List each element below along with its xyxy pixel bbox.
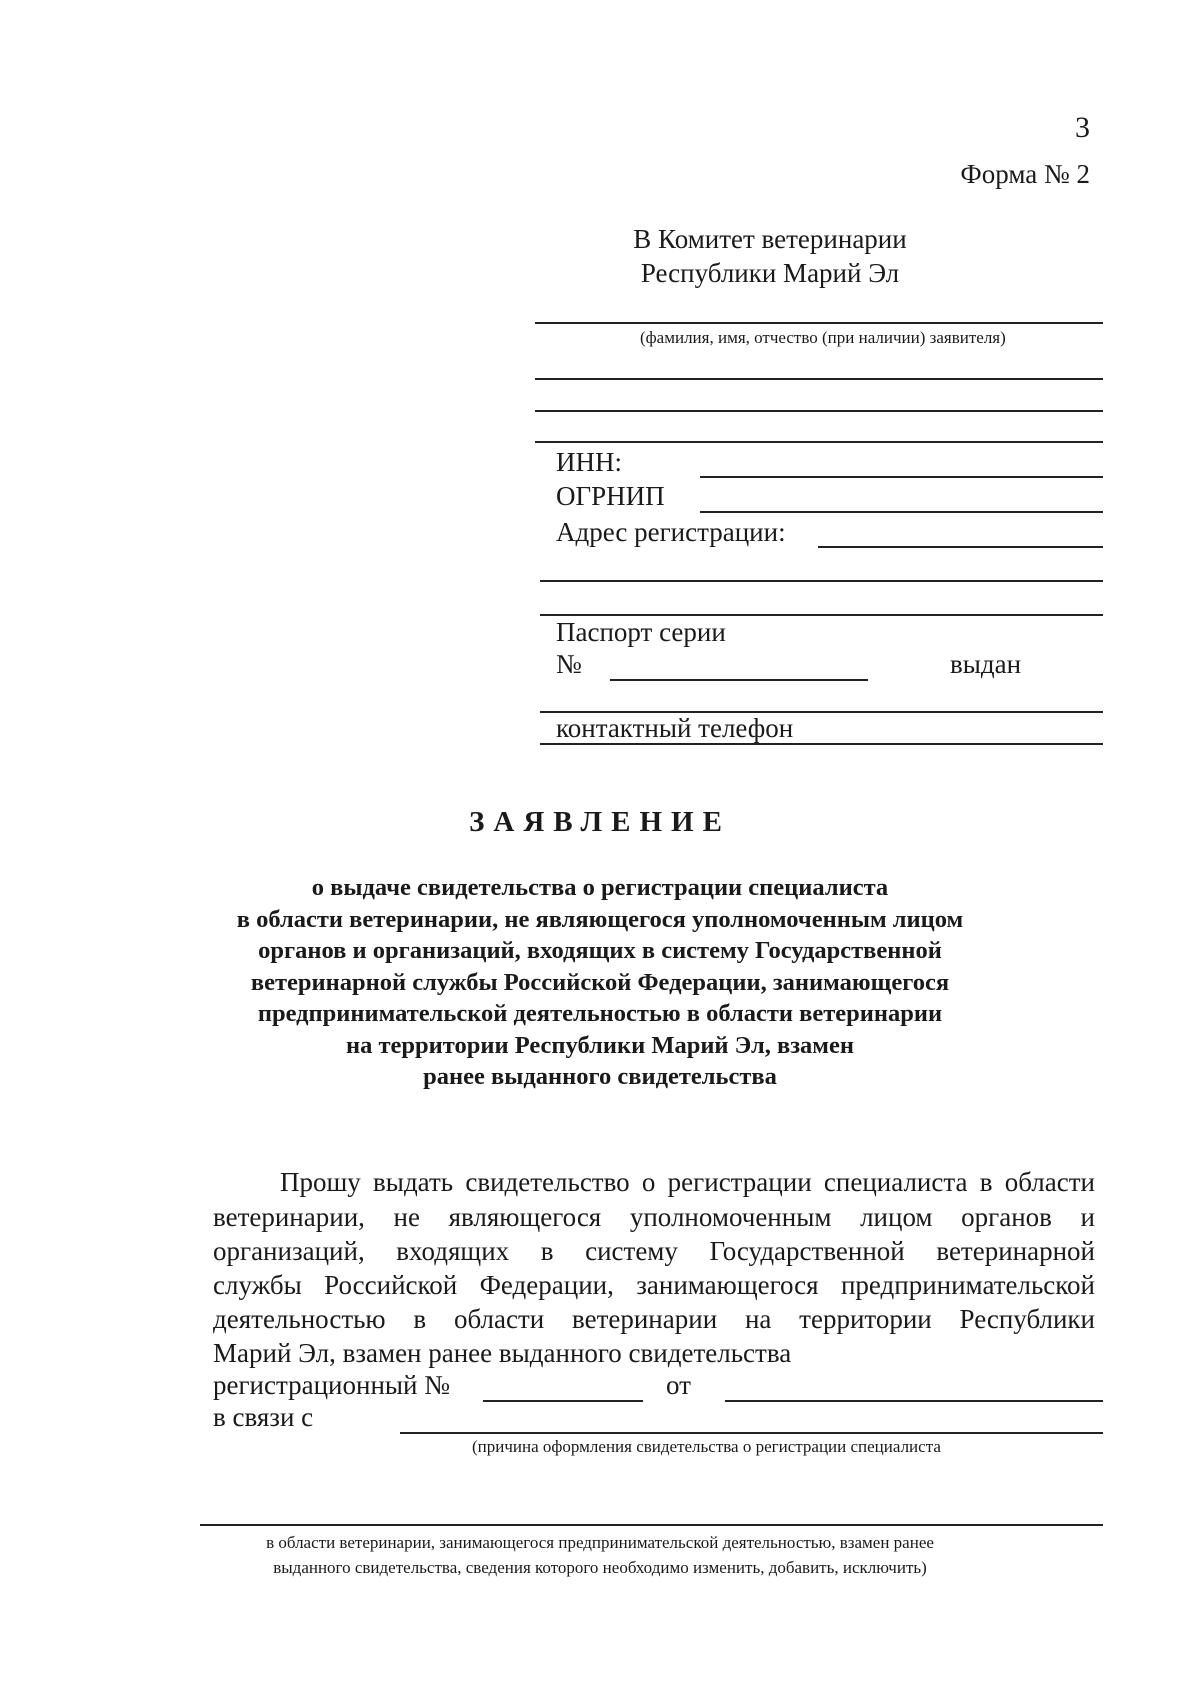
registration-from-label: от — [666, 1370, 691, 1400]
applicant-name-line-4[interactable] — [535, 441, 1103, 443]
subject-line: на территории Республики Марий Эл, взамен — [346, 1031, 854, 1059]
reason-field-line-2[interactable] — [200, 1524, 1103, 1526]
phone-field[interactable] — [540, 743, 1103, 745]
body-line: ветеринарии, не являющегося уполномоченным лицом органов и — [213, 1202, 1095, 1232]
form-number: Форма № 2 — [960, 159, 1090, 189]
subject-line: ранее выданного свидетельства — [423, 1063, 777, 1090]
subject-line: органов и организаций, входящих в систему Государственной — [258, 937, 942, 964]
address-label: Адрес регистрации: — [556, 517, 786, 547]
passport-number-field[interactable] — [610, 679, 868, 681]
reason-caption: (причина оформления свидетельства о регистрации специалиста — [472, 1437, 941, 1456]
ogrnip-field[interactable] — [700, 511, 1103, 513]
passport-series-label: Паспорт серии — [556, 617, 726, 647]
subject-line: о выдаче свидетельства о регистрации специалиста — [311, 874, 889, 901]
subject-line: ветеринарной службы Российской Федерации, занимающегося — [250, 968, 950, 996]
applicant-name-line-3[interactable] — [535, 410, 1103, 412]
subject-line: предпринимательской деятельностью в области ветеринарии — [257, 1000, 943, 1027]
body-line: Прошу выдать свидетельство о регистрации специалиста в области — [280, 1167, 1095, 1197]
addressee-line: Республики Марий Эл — [640, 258, 900, 288]
document-subject — [160, 872, 1040, 1093]
body-line: деятельностью в области ветеринарии на территории Республики — [213, 1304, 1095, 1334]
registration-date-field[interactable] — [725, 1400, 1103, 1402]
applicant-name-caption: (фамилия, имя, отчество (при наличии) заявителя) — [640, 328, 1006, 347]
page-number: 3 — [1075, 111, 1090, 144]
registration-number-label: регистрационный № — [213, 1370, 451, 1400]
passport-issued-label: выдан — [950, 649, 1022, 679]
addressee-block — [560, 222, 980, 290]
reason-caption: выданного свидетельства, сведения которого необходимо изменить, добавить, исключить) — [273, 1558, 927, 1577]
addressee-line: В Комитет ветеринарии — [633, 224, 907, 254]
reason-field[interactable] — [400, 1432, 1103, 1434]
registration-number-field[interactable] — [483, 1400, 643, 1402]
applicant-name-field[interactable] — [535, 322, 1103, 324]
document-title: ЗАЯВЛЕНИЕ — [469, 806, 731, 838]
body-line: службы Российской Федерации, занимающегося предпринимательской — [213, 1270, 1095, 1300]
phone-label: контактный телефон — [556, 713, 794, 743]
ogrnip-label: ОГРНИП — [556, 481, 665, 511]
address-field[interactable] — [818, 546, 1103, 548]
passport-number-label: № — [556, 649, 582, 679]
body-line: Марий Эл, взамен ранее выданного свидетельства — [213, 1338, 792, 1368]
inn-field[interactable] — [700, 476, 1103, 478]
reason-label: в связи с — [213, 1402, 314, 1432]
reason-caption: в области ветеринарии, занимающегося предпринимательской деятельностью, взамен ранее — [266, 1533, 934, 1552]
inn-label: ИНН: — [556, 447, 622, 477]
address-field-line-2[interactable] — [540, 580, 1103, 582]
applicant-name-line-2[interactable] — [535, 378, 1103, 380]
subject-line: в области ветеринарии, не являющегося уполномоченным лицом — [236, 905, 964, 933]
body-line: организаций, входящих в систему Государственной ветеринарной — [213, 1236, 1095, 1266]
